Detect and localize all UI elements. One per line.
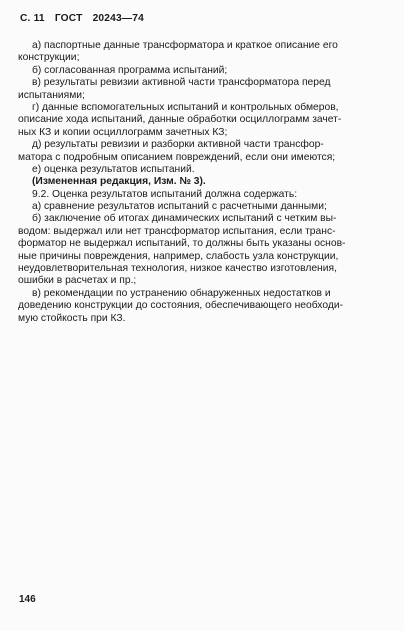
text-line: б) согласованная программа испытаний; [32,64,228,76]
text-line: описание хода испытаний, данные обработки осциллограмм зачет- [18,114,342,126]
text-line: е) оценка результатов испытаний. [32,163,195,175]
text-line: мую стойкость при КЗ. [18,312,126,324]
page-header [20,13,151,24]
text-line: в) результаты ревизии активной части трансформатора перед [32,77,331,89]
page-ref: С. 11 [20,13,45,24]
text-line: форматор не выдержал испытаний, то должны быть указаны основ- [18,238,346,250]
text-line: в) рекомендации по устранению обнаруженных недостатков и [32,287,331,299]
text-line: б) заключение об итогах динамических испытаний с четким вы- [32,213,337,225]
text-line: ных КЗ и копии осциллограмм зачетных КЗ; [18,126,228,138]
text-line: а) паспортные данные трансформатора и краткое описание его [32,40,338,51]
text-line: конструкции; [18,52,80,64]
text-line: ошибки в расчетах и пр.; [18,275,137,287]
section-heading: 9.2. Оценка результатов испытаний должна содержать: [32,188,298,200]
text-line: ные причины повреждения, например, слабость узла конструкции, [18,250,339,262]
page-number: 146 [19,594,36,605]
standard-name: ГОСТ [54,13,83,24]
document-body [18,40,390,325]
text-line: матора с подробным описанием повреждений, если они имеются; [18,151,336,163]
text-line: испытаниями; [18,89,85,101]
amendment-note: (Измененная редакция, Изм. № 3). [32,176,206,188]
text-line: неудовлетворительная технология, низкое качество изготовления, [18,263,337,275]
text-line: водом: выдержал или нет трансформатор испытания, если транс- [18,225,336,237]
text-line: доведению конструкции до состояния, обеспечивающего необходи- [18,300,344,312]
text-line: г) данные вспомогательных испытаний и контрольных обмеров, [32,101,339,113]
standard-number: 20243—74 [92,13,145,24]
text-line: д) результаты ревизии и разборки активной части трансфор- [32,139,324,151]
text-line: а) сравнение результатов испытаний с расчетными данными; [32,201,327,213]
